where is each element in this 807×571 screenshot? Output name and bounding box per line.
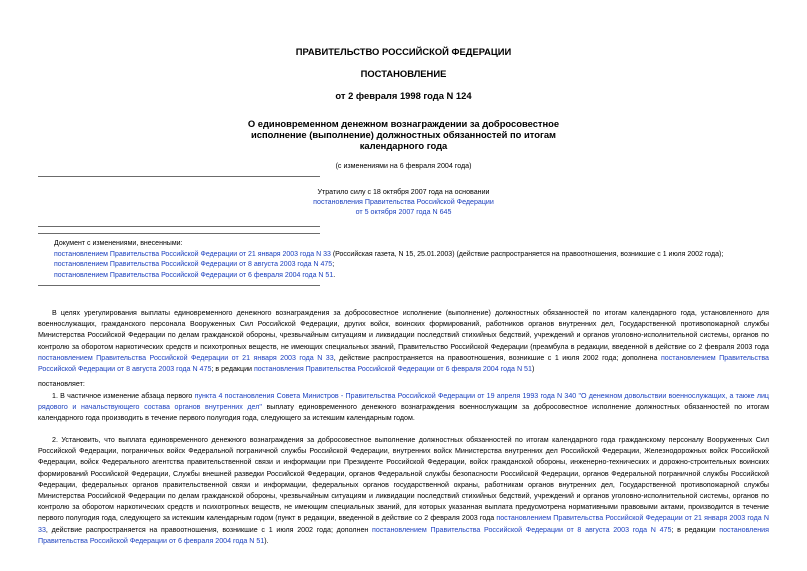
preamble-link[interactable]: постановлением Правительства Российской Федерации от 8 августа 2003 года N 475: [38, 353, 769, 374]
changes-item: постановлением Правительства Российской Федерации от 21 января 2003 года N 33 (Российская газета, N 15, 25.01.2003) (действие распространяется на правоотношения, возникшие с 1 июля 2002 года);: [54, 250, 724, 258]
document-date-number: от 2 февраля 1998 года N 124: [335, 90, 472, 101]
item-1-paragraph: 1. В частичное изменение абзаца первого пункта 4 постановления Совета Министров - Правительства Российской Федерации от 19 апреля 1993 года N 340 "О денежном довольствии военнослужащих, а также лиц рядового и начальствующего состава органов внутренних дел" выплату единовременного денежного вознаграждения военнослужащим за добросовестное исполнение должностных обязанностей по итогам календарного года производить в течение первого полугодия года, следующего за истекшим календарным годом.: [38, 392, 769, 423]
document-title-line-1: О единовременном денежном вознаграждении за добросовестное: [247, 118, 560, 129]
preamble-link[interactable]: постановления Правительства Российской Федерации от 6 февраля 2004 года N 51: [253, 365, 532, 374]
preamble-paragraph: В целях урегулирования выплаты единовременного денежного вознаграждения за добросовестное исполнение (выполнение) должностных обязанностей по итогам календарного года, установленного для военнослужащих, гражданского персонала Вооруженных Сил Российской Федерации, других войск, воинских формирований, работников органов внутренних дел, Государственной противопожарной службы Министерства Российской Федерации по делам гражданской обороны, чрезвычайным ситуациям и ликвидации последствий стихийных бедствий, учреждений и органов уголовно-исполнительной системы, органов по контролю за оборотом наркотических средств и психотропных веществ, не имеющих специальных званий, Правительство Российской Федерации (преамбула в редакции, введенной в действие со 2 февраля 2003 года постановлением Правительства Российской Федерации от 21 января 2003 года N 33, действие распространяется на правоотношения, возникшие с 1 июля 2002 года; дополнена постановлением Правительства Российской Федерации от 8 августа 2003 года N 475; в редакции постановления Правительства Российской Федерации от 6 февраля 2004 года N 51): [38, 309, 769, 374]
invalidation-note: Утратило силу с 18 октября 2007 года на основании: [317, 188, 490, 196]
document-title-line-3: календарного года: [359, 140, 448, 151]
divider: [38, 176, 320, 177]
changes-item: постановлением Правительства Российской Федерации от 6 февраля 2004 года N 51.: [54, 271, 336, 279]
revision-note: (с изменениями на 6 февраля 2004 года): [335, 162, 472, 170]
item-2-link[interactable]: постановления Правительства Российской Федерации от 6 февраля 2004 года N 51: [38, 525, 769, 545]
changes-item-link[interactable]: постановлением Правительства Российской Федерации от 21 января 2003 года N 33: [54, 250, 331, 258]
preamble-link[interactable]: постановлением Правительства Российской Федерации от 21 января 2003 года N 33: [38, 353, 334, 362]
document-type-heading: ПОСТАНОВЛЕНИЕ: [360, 68, 447, 79]
changes-item: постановлением Правительства Российской Федерации от 8 августа 2003 года N 475;: [54, 261, 335, 268]
divider: [38, 233, 320, 234]
item-2-link[interactable]: постановлением Правительства Российской Федерации от 8 августа 2003 года N 475: [372, 525, 672, 534]
changes-item-link[interactable]: постановлением Правительства Российской Федерации от 8 августа 2003 года N 475: [54, 261, 333, 268]
item-1-link[interactable]: пункта 4 постановления Совета Министров - Правительства Российской Федерации от 19 апреля 1993 года N 340 "О денежном довольствии военнослужащих, а также лиц рядового и начальствующего состава органов внутренних дел": [38, 392, 769, 412]
document-title-line-2: исполнение (выполнение) должностных обязанностей по итогам: [251, 129, 556, 140]
changes-intro: Документ с изменениями, внесенными:: [54, 240, 183, 247]
item-2-paragraph: 2. Установить, что выплата единовременного денежного вознаграждения за добросовестное выполнение должностных обязанностей по итогам календарного года гражданскому персоналу Вооруженных Сил Российской Федерации, пограничных войск Федеральной пограничной службы Российской Федерации, внутренних войск Министерства внутренних дел Российской Федерации, Железнодорожных войск Российской Федерации, войск Федерального агентства правительственной связи и информации при Президенте Российской Федерации, войск гражданской обороны, инженерно-технических и дорожно-строительных воинских формирований Российской Федерации, Службы внешней разведки Российской Федерации, органов Федеральной службы безопасности Российской Федерации, органов Федеральной пограничной службы Российской Федерации, федеральных органов правительственной связи и информации, федеральных органов государственной охраны, работникам органов внутренних дел, Государственной противопожарной службы Министерства Российской Федерации по делам гражданской обороны, чрезвычайным ситуациям и ликвидации последствий стихийных бедствий, учреждений и органов уголовно-исполнительной системы, органов по контролю за оборотом наркотических средств и психотропных веществ, не имеющим специальных званий, для которых указанная выплата предусмотрена нормативными правовыми актами, производится в течение первого полугодия года, следующего за истекшим календарным годом (пункт в редакции, введенной в действие со 2 февраля 2003 года постановлением Правительства Российской Федерации от 21 января 2003 года N 33, действие распространяется на правоотношения, возникшие с 1 июля 2002 года; дополнен постановлением Правительства Российской Федерации от 8 августа 2003 года N 475; в редакции постановления Правительства Российской Федерации от 6 февраля 2004 года N 51).: [38, 436, 769, 545]
divider: [38, 285, 320, 286]
resolves-line: постановляет:: [38, 380, 85, 388]
divider: [38, 226, 320, 227]
invalidation-link-line-1[interactable]: постановления Правительства Российской Федерации: [313, 198, 494, 206]
invalidation-link-line-2[interactable]: от 5 октября 2007 года N 645: [355, 208, 452, 216]
government-heading: ПРАВИТЕЛЬСТВО РОССИЙСКОЙ ФЕДЕРАЦИИ: [295, 46, 512, 57]
changes-list: [54, 239, 774, 281]
changes-item-link[interactable]: постановлением Правительства Российской Федерации от 6 февраля 2004 года N 51: [54, 271, 334, 279]
item-2-link[interactable]: постановлением Правительства Российской Федерации от 21 января 2003 года N 33: [38, 514, 769, 534]
